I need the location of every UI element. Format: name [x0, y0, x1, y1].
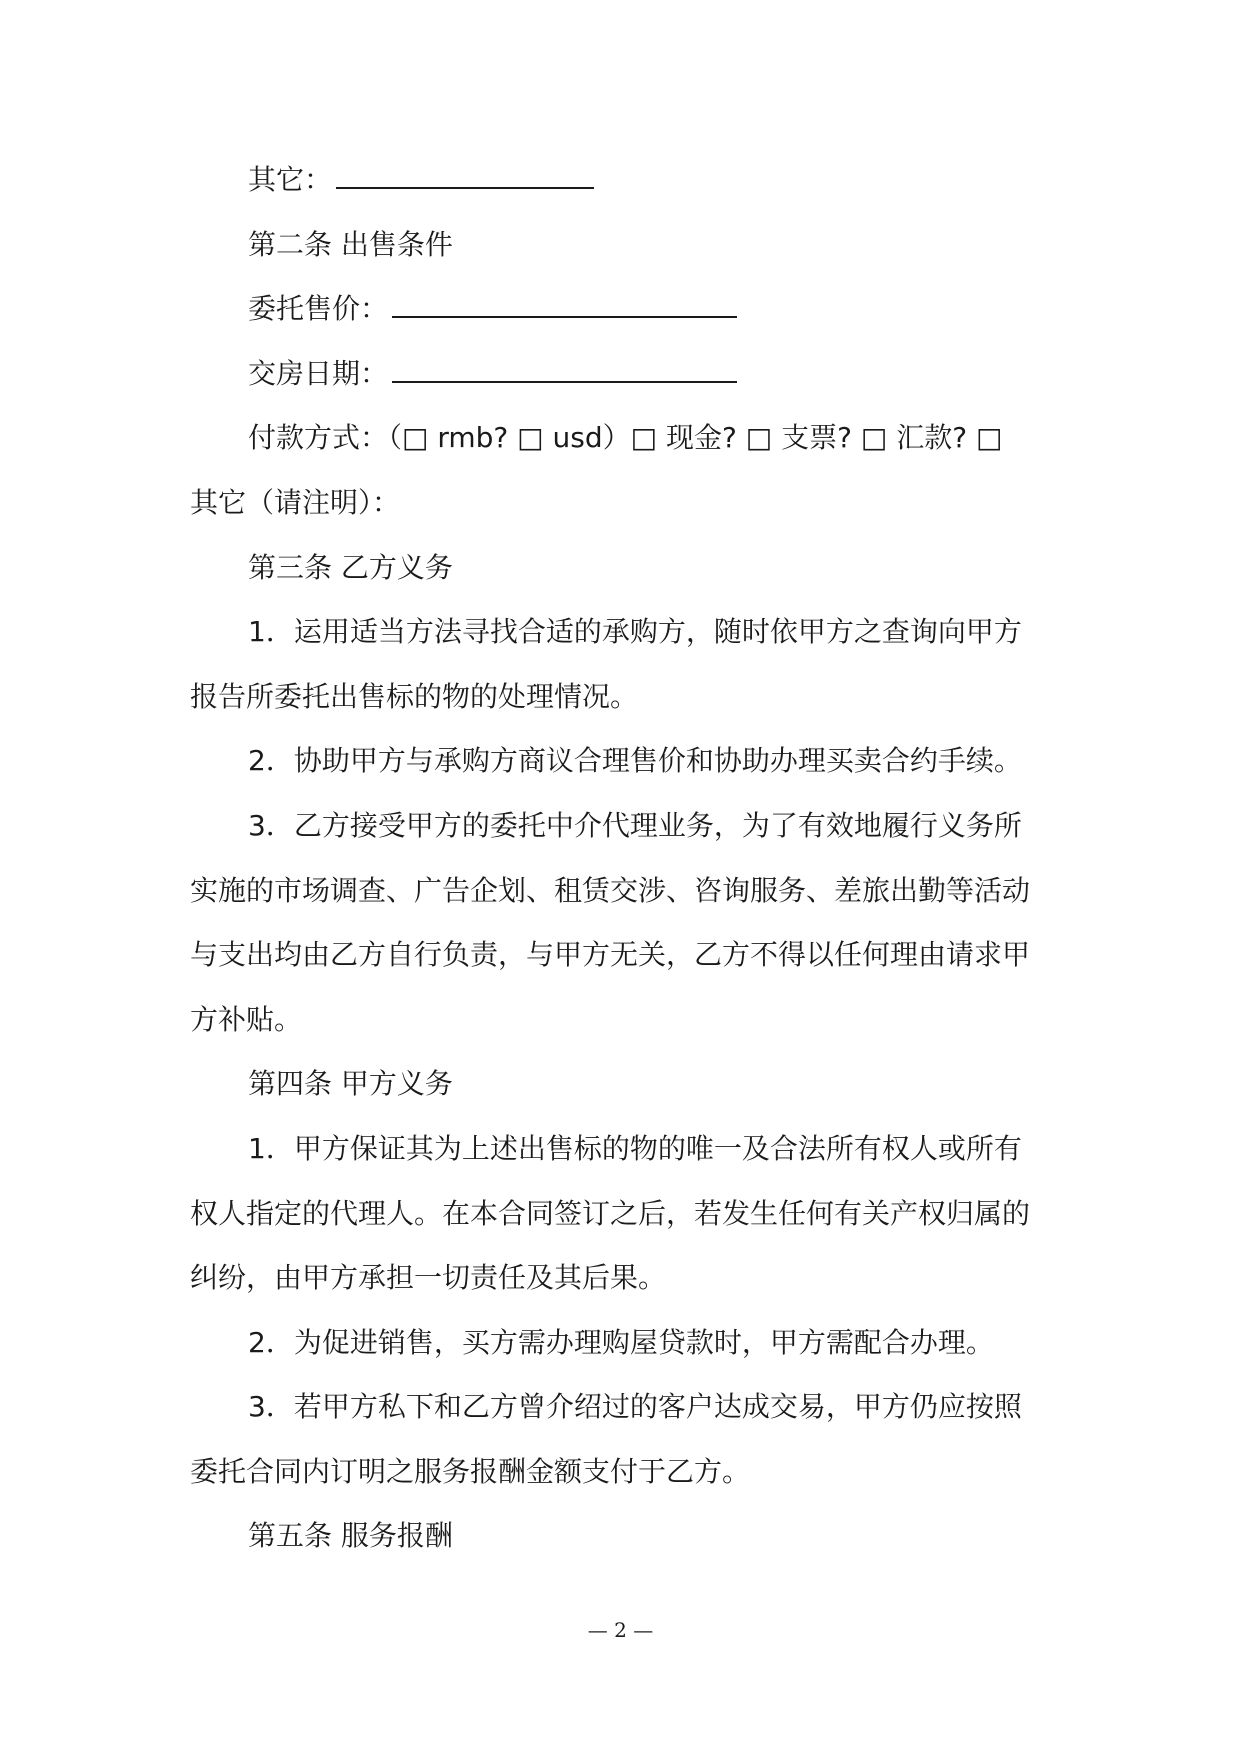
delivery-date-label: 交房日期：	[248, 356, 389, 390]
paragraph-line: 纠纷，由甲方承担一切责任及其后果。	[190, 1261, 667, 1295]
paragraph-line: 3．乙方接受甲方的委托中介代理业务，为了有效地履行义务所	[248, 808, 1022, 842]
paragraph-line: 方补贴。	[190, 1002, 303, 1036]
other-field-blank	[336, 165, 594, 189]
paragraph-line: 3．若甲方私下和乙方曾介绍过的客户达成交易，甲方仍应按照	[248, 1390, 1022, 1424]
paragraph-line: 报告所委托出售标的物的处理情况。	[190, 679, 639, 713]
paragraph-line: 1．运用适当方法寻找合适的承购方，随时依甲方之查询向甲方	[248, 615, 1022, 649]
paragraph-line: 实施的市场调查、广告企划、租赁交涉、咨询服务、差旅出勤等活动	[190, 873, 1031, 907]
payment-other-line: 其它（请注明）：	[190, 485, 401, 519]
article-5-heading: 第五条 服务报酬	[248, 1519, 453, 1553]
article-2-heading: 第二条 出售条件	[248, 227, 453, 261]
paragraph-line: 与支出均由乙方自行负责，与甲方无关，乙方不得以任何理由请求甲	[190, 938, 1031, 972]
sale-price-label: 委托售价：	[248, 292, 389, 326]
sale-price-line	[190, 277, 1060, 342]
document-body	[190, 148, 1060, 1569]
paragraph-line: 2．协助甲方与承购方商议合理售价和协助办理买卖合约手续。	[248, 744, 1022, 778]
paragraph-line: 1．甲方保证其为上述出售标的物的唯一及合法所有权人或所有	[248, 1131, 1022, 1165]
paragraph-line: 权人指定的代理人。在本合同签订之后，若发生任何有关产权归属的	[190, 1196, 1031, 1230]
sale-price-blank	[392, 294, 737, 318]
other-field-line	[190, 148, 1060, 213]
other-field-label: 其它：	[248, 163, 333, 196]
article-3-heading: 第三条 乙方义务	[248, 550, 453, 584]
article-4-heading: 第四条 甲方义务	[248, 1067, 453, 1101]
delivery-date-blank	[392, 359, 737, 383]
page-number: — 2 —	[587, 1618, 654, 1642]
paragraph-line: 2．为促进销售，买方需办理购屋贷款时，甲方需配合办理。	[248, 1325, 994, 1359]
paragraph-line: 委托合同内订明之服务报酬金额支付于乙方。	[190, 1454, 751, 1488]
payment-method-line: 付款方式：（□ rmb? □ usd）□ 现金? □ 支票? □ 汇款? □	[248, 421, 1003, 455]
delivery-date-line	[190, 342, 1060, 407]
